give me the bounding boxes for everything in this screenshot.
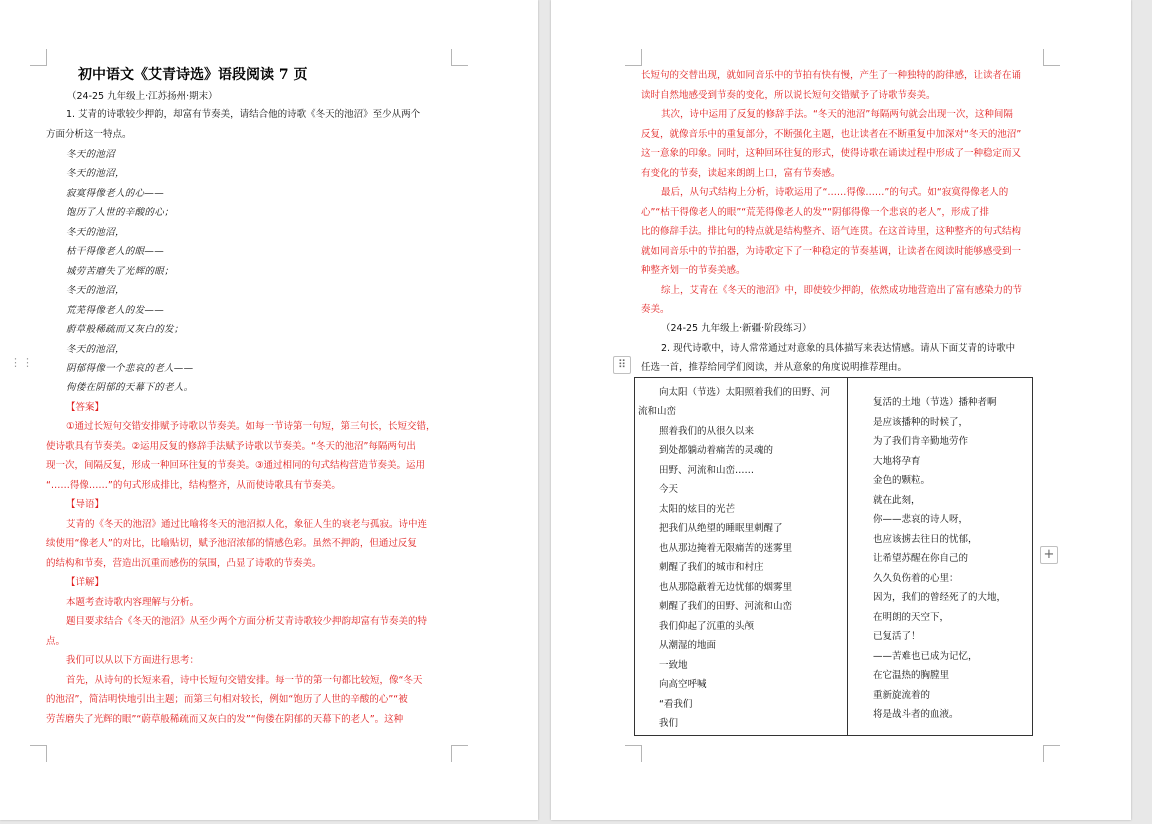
detail-line: 我们可以从以下方面进行思考：: [66, 655, 200, 666]
analysis-line: 其次，诗中运用了反复的修辞手法。“冬天的池沼”每隔两句就会出现一次，这种间隔: [661, 109, 1013, 120]
analysis-line: 综上，艾青在《冬天的池沼》中，即使较少押韵，依然成功地营造出了富有感染力的节: [661, 285, 1023, 296]
poem-line: 流和山峦: [638, 406, 677, 417]
poem-line: 让希望苏醒在你自己的: [873, 553, 969, 564]
question-line: 任选一首，推荐给同学们阅读，并从意象的角度说明推荐理由。: [641, 362, 908, 373]
poem-line: 在明朗的天空下，: [873, 612, 950, 623]
guide-line: 艾青的《冬天的池沼》通过比喻将冬天的池沼拟人化，象征人生的衰老与孤寂。诗中连: [66, 519, 428, 530]
guide-line: 的结构和节奏，营造出沉重而感伤的氛围，凸显了诗歌的节奏美。: [46, 558, 322, 569]
poem-line: 已复活了！: [873, 631, 921, 642]
poem-table: [634, 377, 1033, 736]
poem-line: 佝偻在阴郁的天幕下的老人。: [66, 382, 194, 393]
poem-line: 寂寞得像老人的心——: [66, 188, 165, 199]
crop-mark: [30, 49, 47, 66]
guide-label: 【导语】: [66, 499, 105, 510]
poem-line: 一致地: [659, 660, 688, 671]
analysis-line: 心”“枯干得像老人的眼”“荒芜得像老人的发”“阴郁得像一个悲哀的老人”，形成了排: [641, 207, 989, 218]
detail-line: 题目要求结合《冬天的池沼》从至少两个方面分析艾青诗歌较少押韵却富有节奏美的特: [66, 616, 428, 627]
poem-line: 荒芜得像老人的发——: [66, 305, 165, 316]
analysis-line: 有变化的节奏，读起来朗朗上口，富有节奏感。: [641, 168, 841, 179]
detail-line: 首先，从诗句的长短来看，诗中长短句交错安排。每一节的第一句都比较短，像“冬天: [66, 675, 423, 686]
poem-line: 是应该播种的时候了，: [873, 417, 969, 428]
analysis-line: 奏美。: [641, 304, 670, 315]
analysis-line: 种整齐划一的节奏美感。: [641, 265, 746, 276]
answer-label: 【答案】: [66, 402, 105, 413]
poem-line: 饱历了人世的辛酸的心；: [66, 207, 174, 218]
crop-mark: [30, 745, 47, 762]
crop-mark: [1043, 49, 1060, 66]
answer-line: “……得像……”的句式形成排比，结构整齐，从而使诗歌具有节奏美。: [46, 480, 341, 491]
poem-line: 蔚草般稀疏而又灰白的发；: [66, 324, 184, 335]
question-line: 方面分析这一特点。: [46, 129, 132, 140]
poem-line: 将是战斗者的血液。: [873, 709, 959, 720]
guide-line: 续使用“像老人”的对比，比喻贴切，赋予池沼浓郁的情感色彩。虽然不押韵，但通过反复: [46, 538, 417, 549]
poem-line: 枯干得像老人的眼——: [66, 246, 165, 257]
answer-line: 使诗歌具有节奏美。②运用反复的修辞手法赋予诗歌以节奏美。“冬天的池沼”每隔两句出: [46, 441, 416, 452]
table-move-handle-icon[interactable]: ⠿: [613, 356, 631, 374]
poem-line: 也从那隐蔽着无边忧郁的烟雾里: [659, 582, 793, 593]
poem-line: 城劳苦磨失了光辉的眼；: [66, 266, 174, 277]
poem-line: 冬天的池沼，: [66, 227, 125, 238]
poem-line: 太阳的炫目的光芒: [659, 504, 736, 515]
analysis-line: 这一意象的印象。同时，这种回环往复的形式，使得诗歌在诵读过程中形成了一种稳定而又: [641, 148, 1022, 159]
crop-mark: [451, 49, 468, 66]
poem-line: 阴郁得像一个悲哀的老人——: [66, 363, 194, 374]
drag-handle-icon[interactable]: ⋮⋮: [10, 356, 34, 369]
poem-line: 你——悲哀的诗人呀，: [873, 514, 969, 525]
poem-line: “看我们: [659, 699, 693, 710]
crop-mark: [625, 745, 642, 762]
poem-line: 冬天的池沼: [66, 149, 116, 160]
poem-line: 就在此刻，: [873, 495, 921, 506]
poem-line: 久久负伤着的心里：: [873, 573, 959, 584]
analysis-line: 就如同音乐中的节拍器，为诗歌定下了一种稳定的节奏基调，让读者在阅读时能够感受到一: [641, 246, 1022, 257]
detail-label: 【详解】: [66, 577, 105, 588]
crop-mark: [451, 745, 468, 762]
poem-line: 刺醒了我们的城市和村庄: [659, 562, 764, 573]
table-column-divider: [847, 378, 848, 735]
crop-mark: [625, 49, 642, 66]
answer-line: ①通过长短句交错安排赋予诗歌以节奏美。如每一节诗第一句短，第三句长，长短交错，: [66, 421, 436, 432]
poem-line: 冬天的池沼，: [66, 168, 125, 179]
poem-line: 大地将孕育: [873, 456, 921, 467]
poem-line: 今天: [659, 484, 679, 495]
analysis-line: 比的修辞手法。排比句的特点就是结构整齐、语气连贯。在这首诗里，这种整齐的句式结构: [641, 226, 1022, 237]
source-label: （24-25 九年级上·江苏扬州·期末）: [67, 91, 218, 102]
poem-line: ——苦难也已成为记忆，: [873, 651, 978, 662]
poem-line: 也从那边掩着无限痛苦的迷雾里: [659, 543, 793, 554]
poem-line: 把我们从绝望的睡眠里刺醒了: [659, 523, 783, 534]
analysis-line: 长短句的交替出现，就如同音乐中的节拍有快有慢，产生了一种独特的韵律感，让读者在诵: [641, 70, 1022, 81]
detail-line: 本题考查诗歌内容理解与分析。: [66, 597, 200, 608]
poem-line: 在它温热的胸膛里: [873, 670, 950, 681]
poem-line: 因为，我们的曾经死了的大地，: [873, 592, 1007, 603]
analysis-line: 最后，从句式结构上分析，诗歌运用了“……得像……”的句式。如“寂寞得像老人的: [661, 187, 1009, 198]
poem-line: 向高空呼喊: [659, 679, 707, 690]
poem-line: 冬天的池沼，: [66, 344, 125, 355]
answer-line: 现一次，间隔反复，形成一种回环往复的节奏美。③通过相同的句式结构营造节奏美。运用: [46, 460, 426, 471]
document-page-left: [0, 0, 538, 820]
poem-line: 为了我们肯辛勤地劳作: [873, 436, 969, 447]
poem-line: 向太阳（节选）太阳照着我们的田野、河: [659, 387, 831, 398]
poem-line: 重新旋流着的: [873, 690, 931, 701]
source-label: （24-25 九年级上·新疆·阶段练习）: [661, 323, 812, 334]
poem-line: 也应该掳去往日的忧郁，: [873, 534, 978, 545]
poem-line: 冬天的池沼，: [66, 285, 125, 296]
poem-line: 到处都躺动着痛苦的灵魂的: [659, 445, 774, 456]
poem-line: 从潮湿的地面: [659, 640, 717, 651]
poem-line: 田野、河流和山峦……: [659, 465, 755, 476]
question-line: 1. 艾青的诗歌较少押韵，却富有节奏美，请结合他的诗歌《冬天的池沼》至少从两个: [66, 109, 421, 120]
poem-line: 刺醒了我们的田野、河流和山峦: [659, 601, 793, 612]
poem-line: 金色的颗粒。: [873, 475, 931, 486]
document-page-right: [551, 0, 1131, 820]
analysis-line: 反复，就像音乐中的重复部分，不断强化主题，也让读者在不断重复中加深对“冬天的池沼”: [641, 129, 1022, 140]
poem-line: 我们仰起了沉重的头颅: [659, 621, 755, 632]
analysis-line: 读时自然地感受到节奏的变化，所以说长短句交错赋予了诗歌节奏美。: [641, 90, 936, 101]
detail-line: 的池沼”，简洁明快地引出主题；而第三句相对较长，例如“饱历了人世的辛酸的心”“被: [46, 694, 408, 705]
detail-line: 劳苦磨失了光辉的眼”“蔚草般稀疏而又灰白的发”“佝偻在阴郁的天幕下的老人”。这种: [46, 714, 404, 725]
poem-line: 我们: [659, 718, 679, 729]
page-title: 初中语文《艾青诗选》语段阅读 7 页: [78, 67, 308, 83]
crop-mark: [1043, 745, 1060, 762]
question-line: 2. 现代诗歌中，诗人常常通过对意象的具体描写来表达情感。请从下面艾青的诗歌中: [661, 343, 1016, 354]
add-column-button[interactable]: +: [1040, 546, 1058, 564]
poem-line: 复活的土地（节选）播种者啊: [873, 397, 997, 408]
detail-line: 点。: [46, 636, 66, 647]
poem-line: 照着我们的从很久以来: [659, 426, 755, 437]
